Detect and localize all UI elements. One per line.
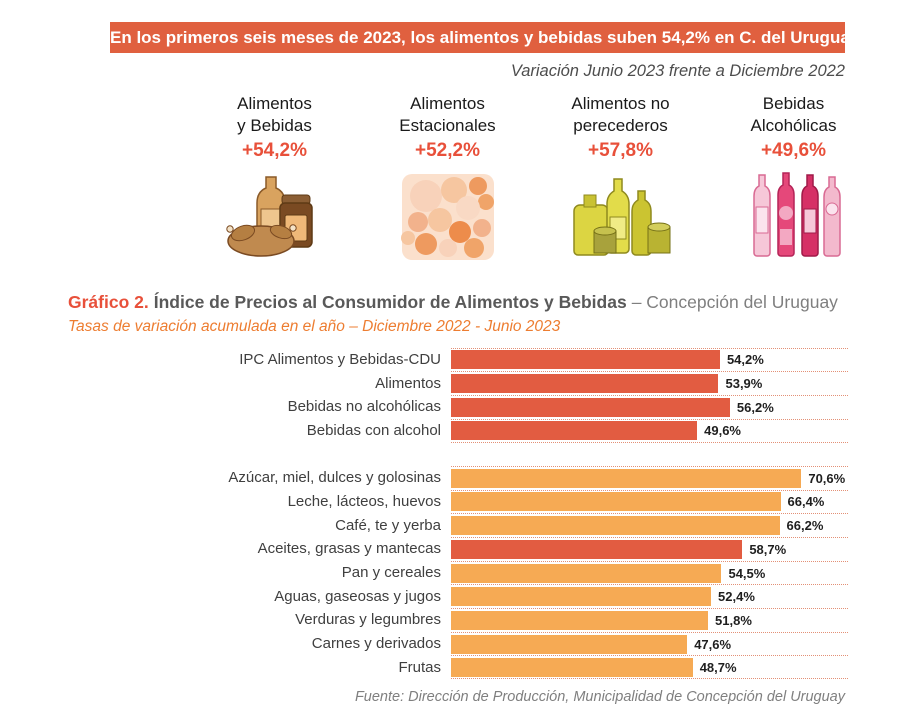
variation-note: Variación Junio 2023 frente a Diciembre 2022 [510,62,845,80]
category-axis-label: Aceites, grasas y mantecas [257,540,441,558]
bar-value-label: 53,9% [725,376,763,392]
chart-title [68,292,910,313]
category-label: Bebidas Alcohólicas [750,94,837,135]
bar-value-label: 54,2% [726,352,764,368]
bar-value-label: 66,2% [786,518,824,534]
headline-banner [110,22,860,53]
category-axis-label: Café, te y yerba [335,516,441,534]
seasonal-foods-icon [361,166,534,268]
category-axis-label: Carnes y derivados [311,635,441,653]
liquor-bottles-icon [707,166,880,268]
plot-cell [451,584,848,608]
bar-value-label: 48,7% [699,659,737,675]
category-label: Alimentos Estacionales [399,94,496,135]
chart-row [68,655,848,679]
category-label: Alimentos y Bebidas [237,94,312,135]
bar [451,350,720,369]
plot-cell [451,513,848,537]
bar [451,374,718,393]
bar [451,587,711,606]
bar [451,540,742,559]
bar-value-label: 58,7% [749,541,787,557]
category-axis-label: Verduras y legumbres [295,611,441,629]
bar [451,635,687,654]
plot-cell [451,442,848,466]
bar [451,516,780,535]
bar [451,421,697,440]
bar [451,398,730,417]
bar-value-label: 51,8% [715,612,752,628]
category-label: Alimentos no perecederos [571,94,670,135]
plot-cell [451,561,848,585]
chart-row [68,584,848,608]
plot-cell [451,608,848,632]
bar-value-label: 66,4% [787,494,825,510]
plot-cell [451,655,848,679]
chart-row [68,419,848,443]
chart-row [68,537,848,561]
bar [451,564,721,583]
chart-row [68,395,848,419]
plot-cell [451,490,848,514]
chart-row [68,513,848,537]
chart-title-prefix: Gráfico 2. [68,291,149,312]
bar [451,469,801,488]
chart-row [68,632,848,656]
bar-value-label: 54,5% [728,565,766,581]
bar-value-label: 56,2% [736,399,774,415]
chart-row [68,490,848,514]
category-axis-label: IPC Alimentos y Bebidas-CDU [239,350,441,368]
category-card-bebidas-alcoholicas [707,93,880,268]
source-note: Fuente: Dirección de Producción, Municipalidad de Concepción del Uruguay [354,689,845,706]
chart-row [68,561,848,585]
headline-text: En los primeros seis meses de 2023, los alimentos y bebidas suben 54,2% en C. del Uruguay [110,28,860,47]
plot-cell [451,371,848,395]
chart-title-suffix: – Concepción del Uruguay [631,291,838,312]
category-axis-label: Bebidas con alcohol [306,421,441,439]
category-percent: +54,2% [242,139,307,161]
plot-cell [451,537,848,561]
pantry-goods-icon [534,166,707,268]
plot-cell [451,348,848,372]
plot-cell [451,419,848,443]
category-percent: +57,8% [588,139,653,161]
bar-value-label: 47,6% [694,636,732,652]
category-axis-label: Azúcar, miel, dulces y golosinas [228,469,441,487]
chart-row [68,348,848,372]
category-card-alimentos-estacionales [361,93,534,268]
chart-title-main: Índice de Precios al Consumidor de Alimentos y Bebidas [153,291,627,312]
plot-cell [451,395,848,419]
category-percent: +49,6% [761,139,826,161]
plot-cell [451,466,848,490]
bar [451,611,708,630]
plot-cell [451,632,848,656]
bar [451,658,693,677]
category-axis-label: Frutas [398,658,441,676]
chart-row [68,371,848,395]
poultry-and-groceries-icon [188,166,361,268]
bar [451,492,781,511]
category-cards [188,93,880,268]
bar-value-label: 52,4% [718,589,755,605]
bar-value-label: 70,6% [808,470,846,486]
bar-chart [68,348,848,680]
bar-value-label: 49,6% [704,423,741,439]
chart-subtitle: Tasas de variación acumulada en el año – Diciembre 2022 - Junio 2023 [68,317,561,335]
category-axis-label: Alimentos [375,374,441,392]
chart-row [68,608,848,632]
chart-spacer-row [68,442,848,466]
chart-row [68,466,848,490]
category-card-alimentos-no-perecederos [534,93,707,268]
category-percent: +52,2% [415,139,480,161]
category-axis-label: Pan y cereales [341,564,441,582]
category-axis-label: Bebidas no alcohólicas [287,398,441,416]
category-axis-label: Leche, lácteos, huevos [287,492,441,510]
category-card-alimentos-y-bebidas [188,93,361,268]
category-axis-label: Aguas, gaseosas y jugos [274,587,441,605]
